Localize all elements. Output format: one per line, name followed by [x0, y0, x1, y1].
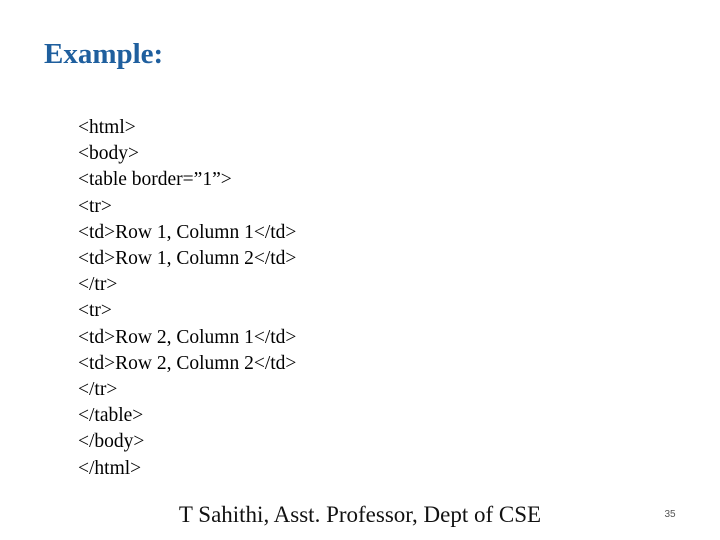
code-line: <td>Row 1, Column 1</td>	[78, 221, 297, 243]
code-example	[78, 115, 296, 482]
code-line: <td>Row 2, Column 1</td>	[78, 326, 297, 348]
code-line: <table border=”1”>	[78, 169, 232, 191]
code-line: <html>	[78, 117, 136, 138]
slide-footer: T Sahithi, Asst. Professor, Dept of CSE	[178, 502, 542, 527]
code-line: <tr>	[78, 195, 112, 217]
page-number: 35	[664, 509, 676, 520]
code-line: </tr>	[78, 274, 118, 296]
code-line: <td>Row 2, Column 2</td>	[78, 352, 297, 374]
slide-title: Example:	[44, 38, 164, 70]
code-line: </tr>	[78, 379, 118, 401]
code-line: <td>Row 1, Column 2</td>	[78, 248, 297, 270]
code-line: </html>	[78, 457, 142, 479]
code-line: <tr>	[78, 300, 112, 322]
code-line: <body>	[78, 143, 139, 165]
code-line: </table>	[78, 405, 144, 427]
code-line: </body>	[78, 431, 145, 453]
